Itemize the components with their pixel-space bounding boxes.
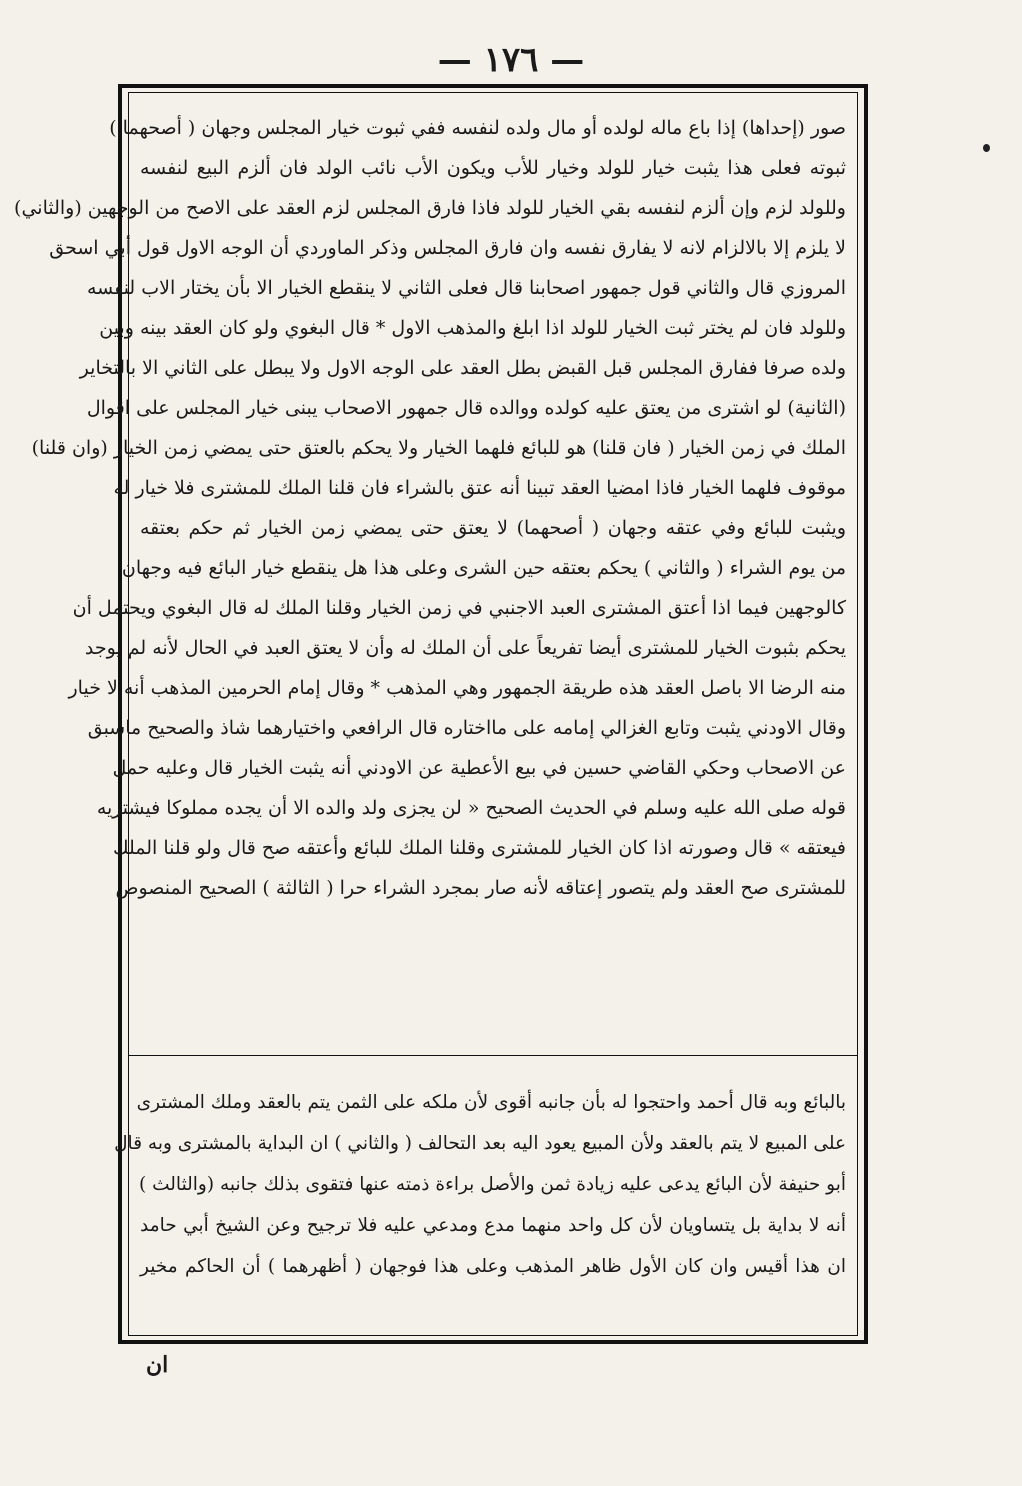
- main-text-line: صور (إحداها) إذا باع ماله لولده أو مال ولده لنفسه ففي ثبوت خيار المجلس وجهان ( أصحهما ): [109, 117, 846, 139]
- footnote-line: أنه لا بداية بل يتساويان لأن كل واحد منهما مدع ومدعي عليه فلا ترجيح وعن الشيخ أبي حامد: [140, 1215, 846, 1236]
- main-text-line: وللولد فان لم يختر ثبت الخيار للولد اذا ابلغ والمذهب الاول * قال البغوي ولو كان العقد بينه وبين: [99, 317, 846, 339]
- main-text-line: منه الرضا الا باصل العقد هذه طريقة الجمهور وهي المذهب * وقال إمام الحرمين المذهب أنه لا خيار: [68, 677, 846, 699]
- margin-ink-dot: [983, 144, 990, 152]
- footnote-text-block: [114, 1082, 846, 1287]
- page-number: — ١٧٦ —: [437, 40, 585, 80]
- main-text-line: لا يلزم إلا بالالزام لانه لا يفارق نفسه وان فارق المجلس وذكر الماوردي أن الوجه الاول قول أبي اسحق: [49, 237, 846, 259]
- main-text-line: (الثانية) لو اشترى من يعتق عليه كولده ووالده قال جمهور الاصحاب يبنى خيار المجلس على اقوال: [86, 397, 846, 419]
- main-text-line: من يوم الشراء ( والثاني ) يحكم بعتقه حين الشرى وعلى هذا هل ينقطع خيار البائع فيه وجهان: [121, 557, 846, 579]
- main-text-block: [14, 108, 846, 908]
- main-text-line: وقال الاودني يثبت وتابع الغزالي إمامه على مااختاره قال الرافعي واختيارهما شاذ والصحيح ماسبق: [87, 717, 846, 739]
- main-text-line: فيعتقه » قال وصورته اذا كان الخيار للمشترى وقلنا الملك للبائع وأعتقه صح قال ولو قلنا الملك: [112, 837, 846, 859]
- main-text-line: عن الاصحاب وحكي القاضي حسين في بيع الأعطية عن الاودني أنه يثبت الخيار قال وعليه حمل: [112, 757, 846, 779]
- main-text-line: المروزي قال والثاني قول جمهور اصحابنا قال فعلى الثاني لا ينقطع الخيار الا بأن يختار الاب لنفسه: [86, 277, 846, 299]
- main-text-line: كالوجهين فيما اذا أعتق المشترى العبد الاجنبي في زمن الخيار وقلنا الملك له قال البغوي ويحتمل أن: [72, 597, 846, 619]
- main-text-line: موقوف فلهما الخيار فاذا امضيا العقد تبينا أنه عتق بالشراء فان قلنا الملك للمشترى فلا خيار له: [113, 477, 846, 499]
- footnote-line: أبو حنيفة لأن البائع يدعى عليه زيادة ثمن والأصل براءة ذمته عنها فتقوى بذلك جانبه (والثالث ): [139, 1174, 846, 1195]
- main-text-line: يحكم بثبوت الخيار للمشترى أيضا تفريعاً على أن الملك له وأن لا يعتق العبد في الحال لأنه لم يوجد: [84, 637, 846, 659]
- footnote-divider: [128, 1055, 858, 1056]
- main-text-line: وللولد لزم وإن ألزم لنفسه بقي الخيار للولد فاذا فارق المجلس لزم العقد على الاصح من الوجهين (والثاني): [14, 197, 846, 219]
- main-text-line: ويثبت للبائع وفي عتقه وجهان ( أصحهما) لا يعتق حتى يمضي زمن الخيار ثم حكم بعتقه: [140, 517, 846, 539]
- main-text-line: الملك في زمن الخيار ( فان قلنا) هو للبائع فلهما الخيار ولا يحكم بالعتق حتى يمضي زمن الخيار (وان قلنا): [31, 437, 846, 459]
- main-text-line: للمشترى صح العقد ولم يتصور إعتاقه لأنه صار بمجرد الشراء حرا ( الثالثة ) الصحيح المنصوص: [115, 877, 846, 899]
- footnote-line: ان هذا أقيس وان كان الأول ظاهر المذهب وعلى هذا فوجهان ( أظهرهما ) أن الحاكم مخير: [140, 1256, 846, 1277]
- main-text-line: ثبوته فعلى هذا يثبت خيار للولد وخيار للأب ويكون الأب نائب الولد فان ألزم البيع لنفسه: [140, 157, 846, 179]
- catchword: ان: [146, 1352, 169, 1378]
- footnote-line: بالبائع وبه قال أحمد واحتجوا له بأن جانبه أقوى لأن ملكه على الثمن يتم بالعقد وملك المشترى: [136, 1092, 846, 1113]
- footnote-line: على المبيع لا يتم بالعقد ولأن المبيع يعود اليه بعد التحالف ( والثاني ) ان البداية بالمشترى وبه قال: [114, 1133, 846, 1154]
- main-text-line: قوله صلى الله عليه وسلم في الحديث الصحيح « لن يجزى ولد والده الا أن يجده مملوكا فيشتريه: [96, 797, 846, 819]
- main-text-line: ولده صرفا ففارق المجلس قبل القبض بطل العقد على الوجه الاول ولا يبطل على الثاني الا بالتخاير: [79, 357, 846, 379]
